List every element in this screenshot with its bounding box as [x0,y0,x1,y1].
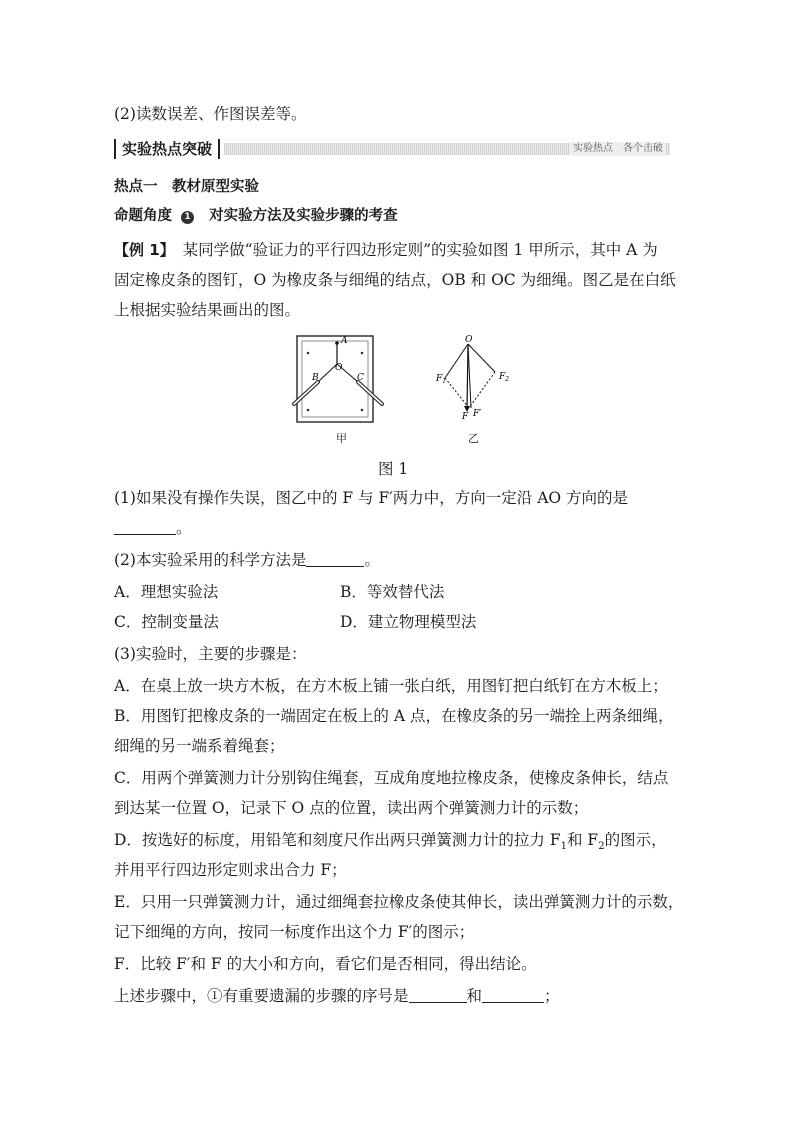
angle-text: 对实验方法及实验步骤的考查 [209,208,398,224]
label-o-yi: O [465,335,473,345]
section-heading: 热点一 教材原型实验 [114,179,259,195]
example-text-1: 某同学做“验证力的平行四边形定则”的实验如图 1 甲所示，其中 A 为 [182,241,658,259]
figure-1 [280,330,530,445]
q2-text: (2)本实验采用的科学方法是 [114,551,307,569]
q2-option-c: C．控制变量法 [114,613,219,631]
example-line-1 [114,240,658,260]
q1-answer-line [114,518,192,538]
angle-label: 命题角度 [114,208,172,224]
q3-step-b-1: B．用图钉把橡皮条的一端固定在板上的 A 点，在橡皮条的另一端拴上两条细绳， [114,707,674,725]
figure-label-jia: 甲 [336,432,347,445]
q2-option-b: B．等效替代法 [340,583,445,601]
label-b: B [312,373,319,383]
q2-line [114,550,380,570]
q3-step-d-2: 并用平行四边形定则求出合力 F； [114,861,347,879]
figure-caption: 图 1 [378,460,409,478]
q3-answer-blank-1 [409,988,467,1003]
q1-answer-blank [114,520,176,535]
example-line-2: 固定橡皮条的图钉，O 为橡皮条与细绳的结点，OB 和 OC 为细绳。图乙是在白纸 [114,271,676,289]
q2-option-d: D．建立物理模型法 [340,613,477,631]
label-o-jia: O [335,363,343,373]
q3-step-f: F．比较 F′和 F 的大小和方向，看它们是否相同，得出结论。 [114,955,537,973]
q3-intro: (3)实验时，主要的步骤是： [114,645,307,663]
q3-step-c-1: C．用两个弹簧测力计分别钩住绳套，互成角度地拉橡皮条，使橡皮条伸长，结点 [114,769,669,787]
q2-answer-blank [306,552,364,567]
label-c: C [357,373,364,383]
banner-title: 实验热点突破 [114,139,220,159]
q3-step-b-2: 细绳的另一端系着绳套； [114,737,285,755]
q3-step-d-1: D．按选好的标度，用铅笔和刻度尺作出两只弹簧测力计的拉力 $F_1$和 $F_2$的图示， [114,831,667,853]
q3-step-e-2: 记下细绳的方向，按同一标度作出这个力 F′的图示； [114,923,475,941]
q3-step-e-1: E．只用一只弹簧测力计，通过细绳套拉橡皮条使其伸长，读出弹簧测力计的示数， [114,893,684,911]
q2-end: 。 [364,551,380,569]
figure-jia-apparatus [294,336,382,422]
example-line-3: 上根据实验结果画出的图。 [114,301,301,319]
q3-step-a: A．在桌上放一块方木板，在方木板上铺一张白纸，用图钉把白纸钉在方木板上； [114,677,668,695]
q1-text: (1)如果没有操作失误，图乙中的 F 与 F′两力中，方向一定沿 AO 方向的是 [114,489,629,507]
label-f2: $F_2$ [499,372,510,383]
label-f: F [462,412,469,422]
angle-heading [114,206,398,226]
label-a: A [341,336,348,346]
q3-summary: 上述步骤中，①有重要遗漏的步骤的序号是 和 ； [114,987,560,1005]
section-banner [114,139,670,159]
example-tag: 【例 1】 [114,241,175,259]
figure-label-yi: 乙 [468,432,479,445]
figure-yi-force-diagram [445,344,495,412]
label-f-prime: F′ [473,409,482,419]
q2-option-a: A．理想实验法 [114,583,219,601]
q3-step-c-2: 到达某一位置 O，记录下 O 点的位置，读出两个弹簧测力计的示数； [114,799,589,817]
q1-end: 。 [176,519,192,537]
banner-subtitle: 实验热点 各个击破 [570,142,666,156]
angle-number-badge: 1 [181,211,194,224]
q3-answer-blank-2 [482,988,544,1003]
intro-text: (2)读数误差、作图误差等。 [114,105,307,123]
label-f1: $F_1$ [436,374,447,385]
